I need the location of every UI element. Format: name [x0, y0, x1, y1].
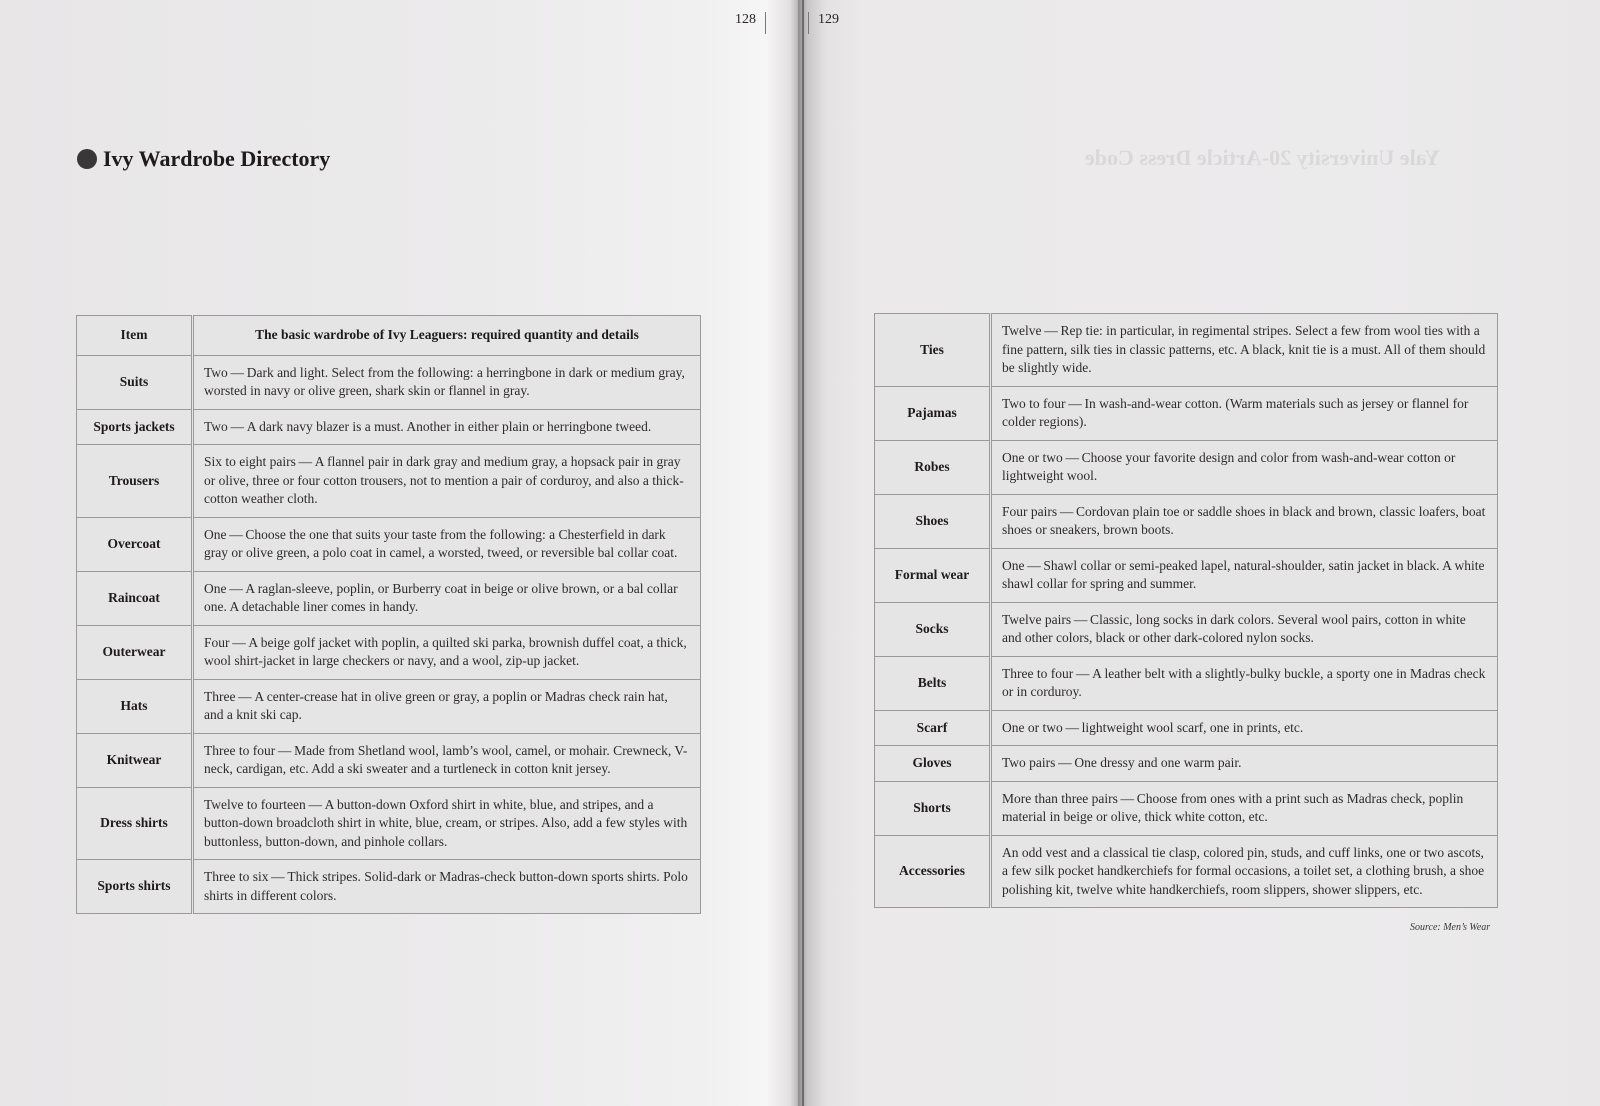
- table-row: [77, 679, 701, 733]
- page-number-right: 129: [818, 12, 839, 27]
- item-details-cell: Three to four — Made from Shetland wool, lamb’s wool, camel, or mohair. Crewneck, V-neck, cardigan, etc. Add a ski sweater and a turtleneck in cotton knit jersey.: [193, 733, 701, 787]
- table-row: [77, 625, 701, 679]
- item-details-cell: Two pairs — One dressy and one warm pair.: [991, 746, 1498, 782]
- item-name-cell: Dress shirts: [77, 787, 193, 860]
- item-name-cell: Accessories: [875, 835, 991, 908]
- item-name-cell: Shorts: [875, 781, 991, 835]
- item-details-cell: An odd vest and a classical tie clasp, colored pin, studs, and cuff links, one or two ascots, a few silk pocket handkerchiefs for formal occasions, a toilet set, a clothing brush, a shoe polishing kit, twelve white handkerchiefs, room slippers, shower slippers, etc.: [991, 835, 1498, 908]
- bleed-through-heading: Yale University 20-Article Dress Code: [1085, 145, 1441, 170]
- item-name-cell: Outerwear: [77, 625, 193, 679]
- table-row: [875, 656, 1498, 710]
- table-row: [875, 746, 1498, 782]
- item-details-cell: Twelve to fourteen — A button-down Oxford shirt in white, blue, and stripes, and a button-down broadcloth shirt in white, blue, cream, or stripes. Also, add a few styles with buttonless, button-down, and pinhole collars.: [193, 787, 701, 860]
- table-row: [875, 781, 1498, 835]
- table-row: [77, 571, 701, 625]
- item-details-cell: Four pairs — Cordovan plain toe or saddle shoes in black and brown, classic loafers, boat shoes or sneakers, brown boots.: [991, 494, 1498, 548]
- item-name-cell: Overcoat: [77, 517, 193, 571]
- table-row: [77, 860, 701, 914]
- item-name-cell: Belts: [875, 656, 991, 710]
- bullet-circle-icon: [77, 149, 97, 169]
- section-heading: [77, 146, 330, 172]
- item-name-cell: Suits: [77, 355, 193, 409]
- item-details-cell: Three to four — A leather belt with a slightly-bulky buckle, a sporty one in Madras check or in corduroy.: [991, 656, 1498, 710]
- table-row: [875, 710, 1498, 746]
- item-details-cell: Two — A dark navy blazer is a must. Another in either plain or herringbone tweed.: [193, 409, 701, 445]
- book-gutter: [802, 0, 804, 1106]
- table-row: [77, 445, 701, 518]
- item-name-cell: Scarf: [875, 710, 991, 746]
- table-body-right: [875, 314, 1498, 908]
- item-details-cell: One or two — Choose your favorite design and color from wash-and-wear cotton or lightweight wool.: [991, 440, 1498, 494]
- table-row: [875, 386, 1498, 440]
- item-name-cell: Ties: [875, 314, 991, 387]
- item-name-cell: Pajamas: [875, 386, 991, 440]
- item-details-cell: Twelve — Rep tie: in particular, in regimental stripes. Select a few from wool ties with a fine pattern, silk ties in classic patterns, etc. A black, knit tie is a must. All of them should be slightly wide.: [991, 314, 1498, 387]
- table-row: [875, 548, 1498, 602]
- item-details-cell: One or two — lightweight wool scarf, one in prints, etc.: [991, 710, 1498, 746]
- item-name-cell: Sports shirts: [77, 860, 193, 914]
- item-details-cell: Twelve pairs — Classic, long socks in dark colors. Several wool pairs, cotton in white and other colors, black or other dark-colored nylon socks.: [991, 602, 1498, 656]
- table-row: [77, 517, 701, 571]
- item-details-cell: Four — A beige golf jacket with poplin, a quilted ski parka, brownish duffel coat, a thick, wool shirt-jacket in large checkers or navy, and a wool, zip-up jacket.: [193, 625, 701, 679]
- item-name-cell: Hats: [77, 679, 193, 733]
- item-details-cell: One — A raglan-sleeve, poplin, or Burberry coat in beige or olive brown, or a bal collar one. A detachable liner comes in handy.: [193, 571, 701, 625]
- item-name-cell: Socks: [875, 602, 991, 656]
- item-details-cell: Three — A center-crease hat in olive green or gray, a poplin or Madras check rain hat, and a knit ski cap.: [193, 679, 701, 733]
- item-name-cell: Formal wear: [875, 548, 991, 602]
- item-details-cell: Two — Dark and light. Select from the following: a herringbone in dark or medium gray, worsted in navy or olive green, shark skin or flannel in gray.: [193, 355, 701, 409]
- item-name-cell: Shoes: [875, 494, 991, 548]
- item-name-cell: Robes: [875, 440, 991, 494]
- item-name-cell: Trousers: [77, 445, 193, 518]
- table-row: [875, 314, 1498, 387]
- table-row: [77, 409, 701, 445]
- table-body-left: [77, 355, 701, 914]
- table-row: [77, 787, 701, 860]
- item-name-cell: Knitwear: [77, 733, 193, 787]
- wardrobe-table-right: [874, 313, 1498, 908]
- item-name-cell: Gloves: [875, 746, 991, 782]
- table-row: [77, 355, 701, 409]
- item-details-cell: Six to eight pairs — A flannel pair in dark gray and medium gray, a hopsack pair in gray or olive, three or four cotton trousers, not to mention a pair of corduroy, and also a thick-cotton weather cloth.: [193, 445, 701, 518]
- item-details-cell: Two to four — In wash-and-wear cotton. (Warm materials such as jersey or flannel for colder regions).: [991, 386, 1498, 440]
- column-header-item: Item: [77, 316, 193, 356]
- item-details-cell: More than three pairs — Choose from ones with a print such as Madras check, poplin material in beige or olive, thick white cotton, etc.: [991, 781, 1498, 835]
- table-row: [875, 835, 1498, 908]
- item-details-cell: One — Shawl collar or semi-peaked lapel, natural-shoulder, satin jacket in black. A white shawl collar for spring and summer.: [991, 548, 1498, 602]
- item-details-cell: One — Choose the one that suits your taste from the following: a Chesterfield in dark gray or olive green, a polo coat in camel, a worsted, tweed, or reversible bal collar coat.: [193, 517, 701, 571]
- table-row: [875, 440, 1498, 494]
- table-row: [77, 733, 701, 787]
- source-note: Source: Men’s Wear: [1410, 922, 1491, 933]
- table-row: [875, 602, 1498, 656]
- item-name-cell: Raincoat: [77, 571, 193, 625]
- column-header-details: The basic wardrobe of Ivy Leaguers: required quantity and details: [193, 316, 701, 356]
- wardrobe-table-left: [76, 315, 701, 914]
- item-details-cell: Three to six — Thick stripes. Solid-dark or Madras-check button-down sports shirts. Polo shirts in different colors.: [193, 860, 701, 914]
- table-header-row: [77, 316, 701, 356]
- section-title: Ivy Wardrobe Directory: [103, 146, 331, 171]
- table-row: [875, 494, 1498, 548]
- page-number-left: 128: [735, 12, 756, 27]
- item-name-cell: Sports jackets: [77, 409, 193, 445]
